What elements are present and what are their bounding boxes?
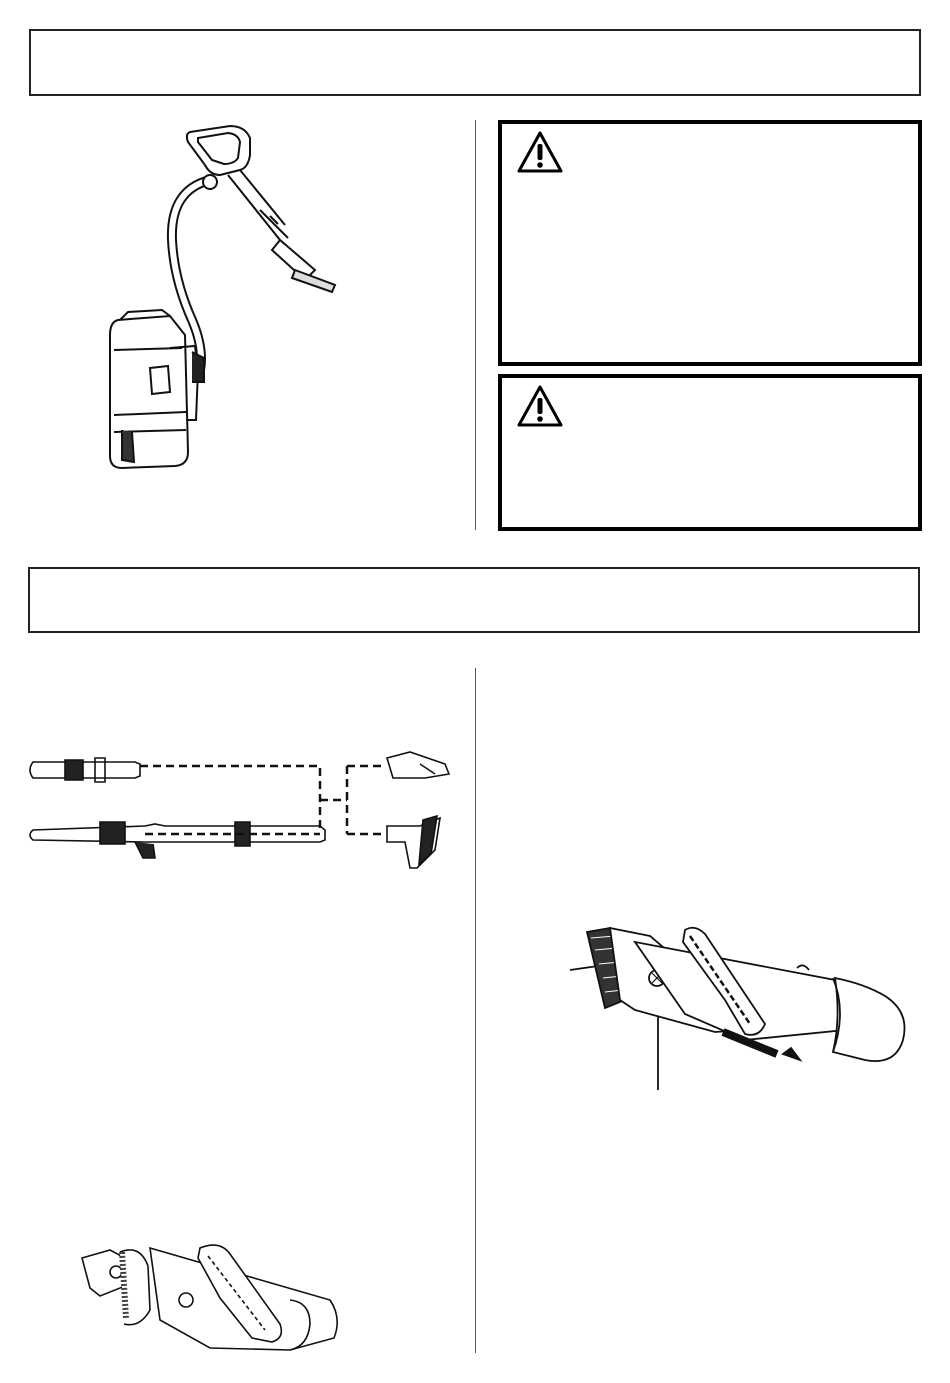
- dusting-brush-on-wand-illustration: [80, 1238, 350, 1368]
- warning-triangle-icon: [516, 130, 564, 179]
- warning-box-1: [498, 120, 922, 366]
- section-1-header: [29, 29, 921, 96]
- column-divider-top: [475, 120, 476, 530]
- column-divider-bottom: [475, 668, 476, 1353]
- warning-box-2: [498, 374, 922, 531]
- brush-tool-close-up-illustration: [565, 920, 910, 1095]
- section-2-header: [28, 567, 920, 633]
- warning-triangle-icon: [516, 384, 564, 433]
- backpack-vacuum-illustration: [100, 120, 360, 480]
- wand-attachment-diagram: [25, 750, 455, 875]
